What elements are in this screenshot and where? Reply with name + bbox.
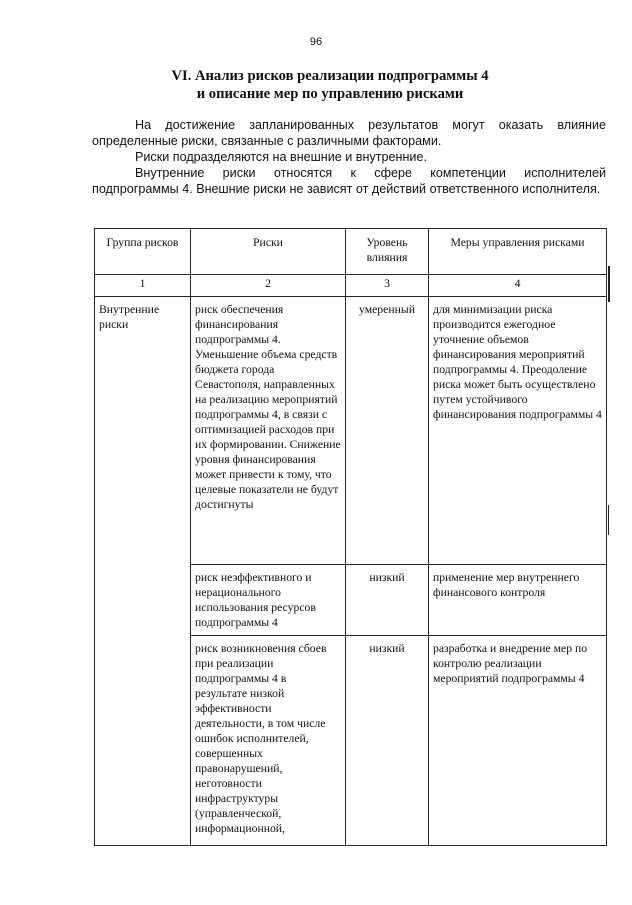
risk-cell: риск неэффективного и нерационального использования ресурсов подпрограммы 4	[191, 565, 346, 636]
page-number: 96	[309, 36, 323, 48]
measures-cell: для минимизации риска производится ежегодное уточнение объемов финансирования мероприятий подпрограммы 4. Преодоление риска может быть осуществлено путем устойчивого финансирования подпрограммы 4	[429, 297, 607, 565]
risk-table	[94, 228, 607, 846]
scan-mark	[608, 266, 610, 302]
table-number-row	[95, 275, 607, 297]
scan-mark	[608, 505, 609, 535]
intro-paragraph: На достижение запланированных результатов могут оказать влияние определенные риски, связанные с различными факторами.	[92, 118, 606, 148]
measures-cell: разработка и внедрение мер по контролю реализации мероприятий подпрограммы 4	[429, 636, 607, 846]
header-impact-level: Уровень влияния	[346, 229, 429, 275]
header-risk-measures: Меры управления рисками	[429, 229, 607, 275]
section-title-line-2: и описание мер по управлению рисками	[196, 86, 464, 102]
section-title-line-1: VI. Анализ рисков реализации подпрограммы 4	[171, 68, 489, 84]
header-risk-group: Группа рисков	[95, 229, 191, 275]
intro-paragraph: Внутренние риски относятся к сфере компетенции исполнителей подпрограммы 4. Внешние риски не зависят от действий ответственного исполнителя.	[92, 166, 606, 196]
impact-level-cell: умеренный	[346, 297, 429, 565]
section-title	[60, 67, 600, 103]
impact-level-cell: низкий	[346, 565, 429, 636]
impact-level-cell: низкий	[346, 636, 429, 846]
table-header-row	[95, 229, 607, 275]
risk-cell: риск возникновения сбоев при реализации подпрограммы 4 в результате низкой эффективности деятельности, в том числе ошибок исполнителей, совершенных правонарушений, неготовности инфраструктуры (управленческой, информационной,	[191, 636, 346, 846]
risk-group-cell: Внутренние риски	[95, 297, 191, 846]
column-number: 3	[346, 275, 429, 297]
measures-cell: применение мер внутреннего финансового контроля	[429, 565, 607, 636]
column-number: 1	[95, 275, 191, 297]
column-number: 2	[191, 275, 346, 297]
column-number: 4	[429, 275, 607, 297]
risk-cell: риск обеспечения финансирования подпрограммы 4. Уменьшение объема средств бюджета города Севастополя, направленных на реализацию мероприятий подпрограммы 4, в связи с оптимизацией расходов при их формировании. Снижение уровня финансирования может привести к тому, что целевые показатели не будут достигнуты	[191, 297, 346, 565]
table-row	[95, 297, 607, 565]
intro-paragraph: Риски подразделяются на внешние и внутренние.	[135, 150, 427, 164]
header-risks: Риски	[191, 229, 346, 275]
intro-text	[92, 117, 606, 197]
